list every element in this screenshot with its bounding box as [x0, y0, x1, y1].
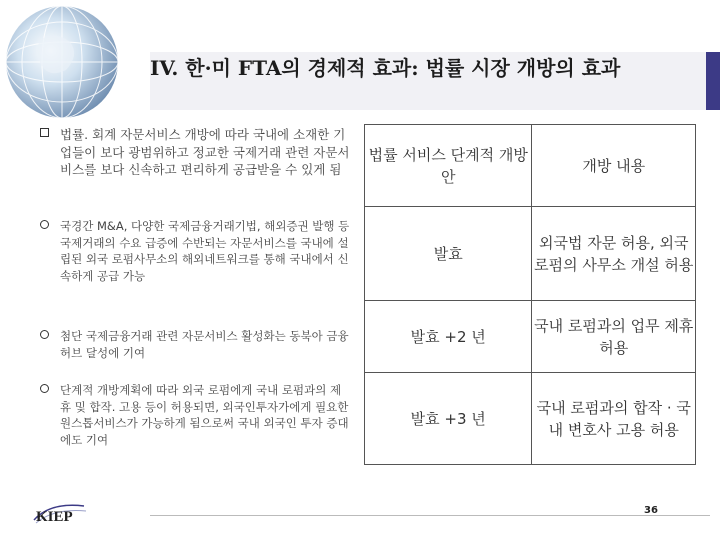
table-cell-stage: 발효 +2 년	[365, 301, 532, 373]
footer-divider	[150, 515, 710, 516]
table-cell-stage: 발효 +3 년	[365, 373, 532, 465]
bullet-item	[40, 126, 352, 179]
page-number: 36	[644, 505, 658, 516]
circle-bullet-icon	[40, 330, 49, 342]
table-row	[365, 373, 696, 465]
table-cell-content: 국내 로펌과의 합작 · 국내 변호사 고용 허용	[532, 373, 696, 465]
circle-bullet-icon	[40, 384, 49, 396]
circle-bullet-icon	[40, 220, 49, 232]
table-header-row	[365, 125, 696, 207]
logo-text: KIEP	[36, 509, 73, 525]
table-cell-stage: 발효	[365, 207, 532, 301]
bullet-text: 국경간 M&A, 다양한 국제금융거래기법, 해외증권 발행 등 국제거래의 수요 급증에 수반되는 자문서비스를 국내에 설립된 외국 로펌사무소의 해외네트워크를 통해 국내에서 신속하게 공급 가능	[60, 219, 350, 283]
globe-logo	[0, 0, 150, 140]
bullet-item	[40, 218, 352, 284]
slide-title: IV. 한·미 FTA의 경제적 효과: 법률 시장 개방의 효과	[150, 56, 621, 80]
bullet-text: 첨단 국제금융거래 관련 자문서비스 활성화는 동북아 금융허브 달성에 기여	[60, 329, 349, 360]
table-cell-content: 외국법 자문 허용, 외국 로펌의 사무소 개설 허용	[532, 207, 696, 301]
bullet-item	[40, 382, 352, 448]
opening-schedule-table	[364, 124, 696, 465]
kiep-logo	[30, 500, 88, 526]
table-row	[365, 207, 696, 301]
table-header-content: 개방 내용	[532, 125, 696, 207]
table-row	[365, 301, 696, 373]
table-cell-content: 국내 로펌과의 업무 제휴 허용	[532, 301, 696, 373]
title-accent	[706, 52, 720, 110]
table-header-stage: 법률 서비스 단계적 개방안	[365, 125, 532, 207]
bullet-text: 단계적 개방계획에 따라 외국 로펌에게 국내 로펌과의 제휴 및 합작. 고용 등이 허용되면, 외국인투자가에게 필요한 원스톱서비스가 가능하게 됨으로써 국내 외국인 투자 증대에도 기여	[60, 383, 349, 447]
bullet-text: 법률. 회계 자문서비스 개방에 따라 국내에 소재한 기업들이 보다 광범위하고 정교한 국제거래 관련 자문서비스를 보다 신속하고 편리하게 공급받을 수 있게 됨	[60, 127, 350, 177]
bullet-item	[40, 328, 352, 361]
square-bullet-icon	[40, 128, 49, 140]
